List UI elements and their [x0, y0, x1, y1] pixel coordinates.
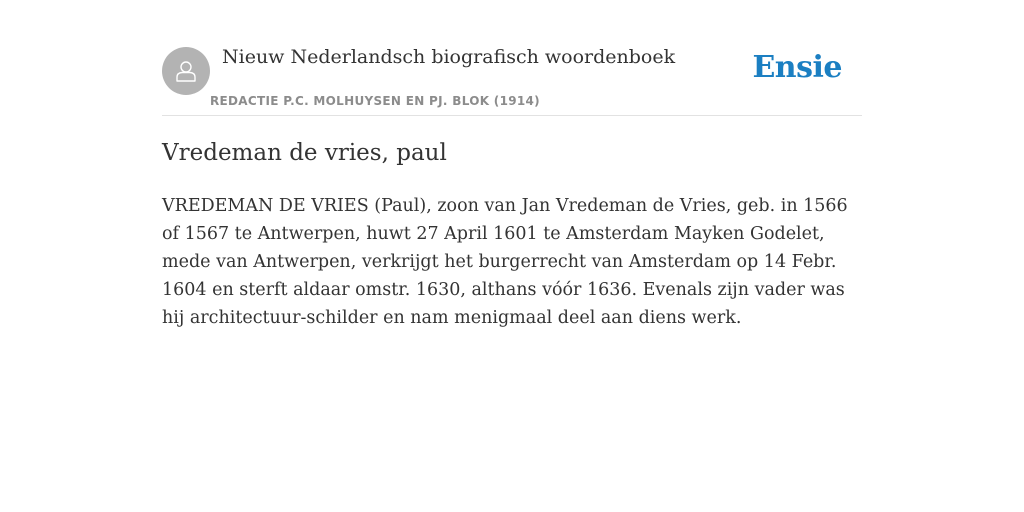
avatar[interactable] [162, 47, 210, 95]
user-icon [172, 57, 200, 85]
source-subtitle: REDACTIE P.C. MOLHUYSEN EN PJ. BLOK (1914) [210, 94, 540, 108]
entry-title: Vredeman de vries, paul [162, 140, 447, 166]
source-header [162, 0, 862, 116]
source-title-link[interactable]: Nieuw Nederlandsch biografisch woordenboek [222, 46, 676, 68]
page [162, 0, 862, 328]
ensie-logo[interactable]: Ensie [752, 50, 842, 85]
entry-body: VREDEMAN DE VRIES (Paul), zoon van Jan Vredeman de Vries, geb. in 1566 of 1567 te Antwerpen, huwt 27 April 1601 te Amsterdam Mayken Godelet, mede van Antwerpen, verkrijgt het burgerrecht van Amsterdam op 14 Febr. 1604 en sterft aldaar omstr. 1630, althans vóór 1636. Evenals zijn vader was hij architectuur-schilder en nam menigmaal deel aan diens werk. [162, 196, 848, 328]
